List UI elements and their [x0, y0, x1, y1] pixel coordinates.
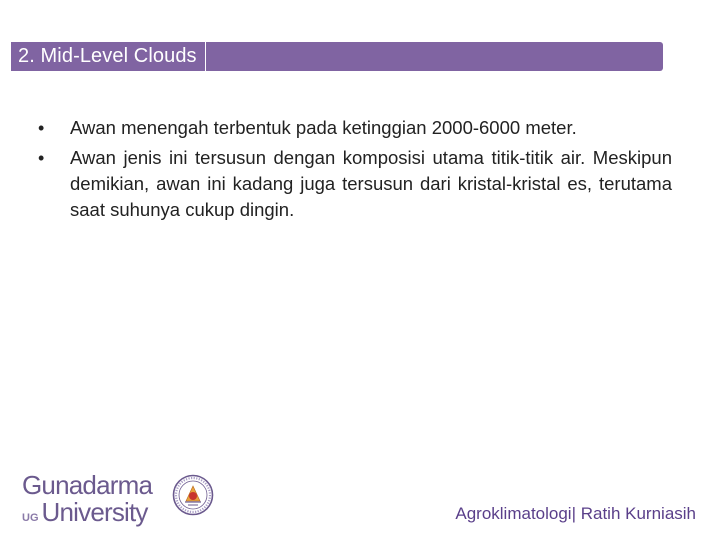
- bullet-item-2: [38, 145, 672, 223]
- bullet-item-1: [38, 115, 672, 141]
- logo-line-2-text: University: [41, 497, 148, 527]
- logo-line-2: [22, 499, 152, 532]
- university-logo: [22, 472, 202, 534]
- footer-course-author: Agroklimatologi| Ratih Kurniasih: [455, 504, 696, 523]
- university-seal-icon: [172, 474, 214, 516]
- slide-title: 2. Mid-Level Clouds: [18, 45, 197, 67]
- slide-content: [38, 115, 672, 227]
- bullet-text-2: Awan jenis ini tersusun dengan komposisi utama titik-titik air. Meskipun demikian, awan ini kadang juga tersusun dari kristal-kristal es, terutama saat suhunya cukup dingin.: [70, 147, 672, 220]
- slide-title-box: [11, 42, 206, 71]
- logo-line-1: Gunadarma: [22, 470, 153, 500]
- logo-wordmark: [22, 472, 152, 532]
- logo-ug-mark: UG: [22, 512, 39, 524]
- slide-title-bar: [11, 42, 663, 71]
- bullet-marker: •: [38, 148, 45, 168]
- bullet-text-1: Awan menengah terbentuk pada ketinggian 2000-6000 meter.: [70, 117, 577, 138]
- bullet-marker: •: [38, 118, 45, 138]
